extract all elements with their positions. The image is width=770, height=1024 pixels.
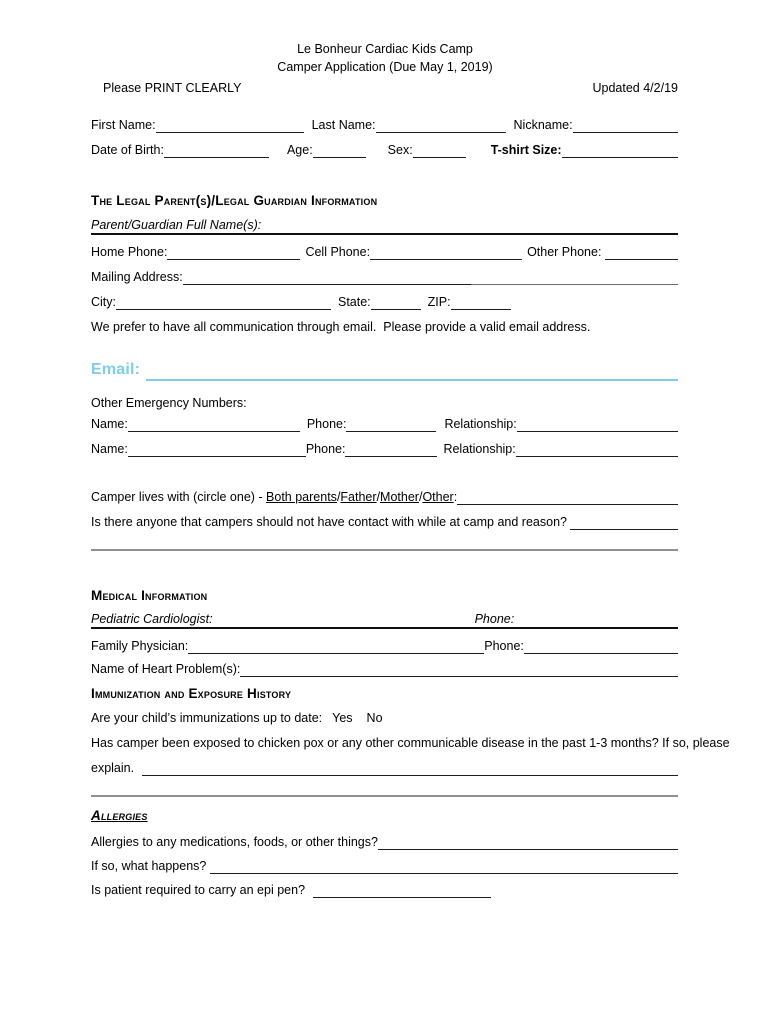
exposure-explain-field-continued[interactable] xyxy=(91,795,678,797)
mailing-address-field-continued[interactable] xyxy=(471,268,678,285)
heart-problem-field[interactable] xyxy=(240,660,678,677)
heart-problem-row xyxy=(91,660,678,677)
cardiologist-label: Pediatric Cardiologist: xyxy=(91,611,213,626)
zip-field[interactable] xyxy=(451,293,511,310)
no-contact-question: Is there anyone that campers should not have contact with while at camp and reason? xyxy=(91,514,571,529)
family-physician-label: Family Physician: xyxy=(91,638,189,653)
family-physician-field[interactable] xyxy=(188,637,484,654)
exposure-question: Has camper been exposed to chicken pox or any other communicable disease in the past 1-3 months? If so, please xyxy=(91,735,730,750)
guardian-name-row xyxy=(91,218,678,235)
email-field[interactable] xyxy=(146,359,678,381)
allergy-reaction-label: If so, what happens? xyxy=(91,858,210,873)
no-contact-field[interactable] xyxy=(570,513,678,530)
emergency-phone-label: Phone: xyxy=(306,416,347,431)
home-phone-field[interactable] xyxy=(167,243,300,260)
immunizations-up-to-date-row xyxy=(91,709,678,726)
allergies-field[interactable] xyxy=(378,833,678,850)
emergency-relationship-label-2: Relationship: xyxy=(443,441,516,456)
option-separator: / xyxy=(376,489,381,504)
medical-section-heading: Medical Information xyxy=(91,588,208,604)
cardiologist-row xyxy=(91,612,678,629)
allergies-question-label: Allergies to any medications, foods, or other things? xyxy=(91,834,378,849)
option-separator: / xyxy=(336,489,341,504)
family-phone-label: Phone: xyxy=(484,638,524,653)
emergency-relationship-field-2[interactable] xyxy=(516,440,678,457)
cell-phone-label: Cell Phone: xyxy=(305,244,371,259)
emergency-contact-row-2 xyxy=(91,440,678,457)
camper-dob-row xyxy=(91,141,678,158)
other-phone-field[interactable] xyxy=(605,243,678,260)
camper-name-row xyxy=(91,116,678,133)
guardian-phones-row xyxy=(91,243,678,260)
family-physician-row xyxy=(91,637,678,654)
emergency-name-label: Name: xyxy=(91,416,128,431)
mailing-address-label: Mailing Address: xyxy=(91,269,183,284)
age-field[interactable] xyxy=(313,141,366,158)
emergency-name-field-2[interactable] xyxy=(128,440,306,457)
form-title-line1: Le Bonheur Cardiac Kids Camp xyxy=(297,42,473,56)
dob-field[interactable] xyxy=(164,141,269,158)
home-phone-label: Home Phone: xyxy=(91,244,168,259)
exposure-explain-row xyxy=(91,759,678,776)
lives-with-option-both-parents[interactable]: Both parents xyxy=(266,489,337,504)
cardiologist-phone-label: Phone: xyxy=(474,611,515,626)
lives-with-option-father[interactable]: Father xyxy=(340,489,377,504)
dob-label: Date of Birth: xyxy=(91,142,164,157)
cardiologist-phone-field[interactable] xyxy=(514,610,678,627)
mailing-address-field[interactable] xyxy=(183,268,471,285)
emergency-contact-row-1 xyxy=(91,415,678,432)
tshirt-size-label: T-shirt Size: xyxy=(490,142,562,157)
nickname-label: Nickname: xyxy=(513,117,573,132)
print-clearly-note: Please PRINT CLEARLY xyxy=(103,81,242,95)
lives-with-option-mother[interactable]: Mother xyxy=(380,489,419,504)
other-phone-label: Other Phone: xyxy=(527,244,605,259)
emergency-phone-label-2: Phone: xyxy=(305,441,346,456)
lives-with-prefix: Camper lives with (circle one) - xyxy=(91,489,267,504)
sex-label: Sex: xyxy=(387,142,413,157)
guardian-section-heading: The Legal Parent(s)/Legal Guardian Information xyxy=(91,193,378,209)
state-field[interactable] xyxy=(371,293,421,310)
immunizations-yes-option[interactable]: Yes xyxy=(332,710,353,725)
allergies-question-row xyxy=(91,833,678,850)
lives-with-option-other[interactable]: Other xyxy=(422,489,454,504)
emergency-relationship-field-1[interactable] xyxy=(517,415,678,432)
immunization-section-heading: Immunization and Exposure History xyxy=(91,686,292,702)
guardian-full-name-label: Parent/Guardian Full Name(s): xyxy=(91,217,262,232)
immunizations-no-option[interactable]: No xyxy=(366,710,383,725)
tshirt-size-field[interactable] xyxy=(562,141,678,158)
heart-problem-label: Name of Heart Problem(s): xyxy=(91,661,241,676)
last-name-label: Last Name: xyxy=(311,117,376,132)
updated-date: Updated 4/2/19 xyxy=(592,81,678,95)
nickname-field[interactable] xyxy=(573,116,678,133)
epi-pen-label: Is patient required to carry an epi pen? xyxy=(91,882,309,897)
lives-with-colon: : xyxy=(453,489,458,504)
emergency-phone-field-1[interactable] xyxy=(346,415,436,432)
form-meta-row xyxy=(91,81,678,95)
city-state-zip-row xyxy=(91,293,678,310)
epi-pen-field[interactable] xyxy=(313,881,491,898)
allergy-reaction-row xyxy=(91,857,678,874)
email-label: Email: xyxy=(91,361,141,379)
family-phone-field[interactable] xyxy=(524,637,678,654)
mailing-address-row xyxy=(91,268,678,285)
emergency-name-label-2: Name: xyxy=(91,441,128,456)
emergency-heading: Other Emergency Numbers: xyxy=(91,395,247,410)
immunizations-question: Are your child’s immunizations up to date: xyxy=(91,710,323,725)
guardian-full-name-field[interactable] xyxy=(261,216,678,233)
first-name-field[interactable] xyxy=(156,116,304,133)
exposure-explain-field[interactable] xyxy=(142,759,678,776)
city-label: City: xyxy=(91,294,116,309)
allergy-reaction-field[interactable] xyxy=(210,857,678,874)
emergency-phone-field-2[interactable] xyxy=(345,440,437,457)
state-label: State: xyxy=(338,294,371,309)
epi-pen-row xyxy=(91,881,678,898)
lives-with-row xyxy=(91,488,678,505)
emergency-heading-row xyxy=(91,394,678,411)
exposure-question-row xyxy=(91,734,730,751)
email-row xyxy=(91,359,678,381)
option-separator: / xyxy=(418,489,423,504)
lives-with-other-field[interactable] xyxy=(457,488,678,505)
email-note-row xyxy=(91,318,678,335)
no-contact-field-continued[interactable] xyxy=(91,549,678,551)
first-name-label: First Name: xyxy=(91,117,156,132)
age-label: Age: xyxy=(286,142,313,157)
cardiologist-field[interactable] xyxy=(213,610,475,627)
sex-field[interactable] xyxy=(413,141,466,158)
zip-label: ZIP: xyxy=(427,294,451,309)
allergies-section-heading: Allergies xyxy=(91,808,148,824)
form-title-line2: Camper Application (Due May 1, 2019) xyxy=(277,60,493,74)
email-preference-note: We prefer to have all communication through email. Please provide a valid email address. xyxy=(91,319,591,334)
cell-phone-field[interactable] xyxy=(370,243,522,260)
emergency-relationship-label: Relationship: xyxy=(444,416,517,431)
last-name-field[interactable] xyxy=(376,116,506,133)
no-contact-row xyxy=(91,513,678,530)
city-field[interactable] xyxy=(116,293,331,310)
explain-label: explain. xyxy=(91,760,138,775)
emergency-name-field-1[interactable] xyxy=(128,415,300,432)
